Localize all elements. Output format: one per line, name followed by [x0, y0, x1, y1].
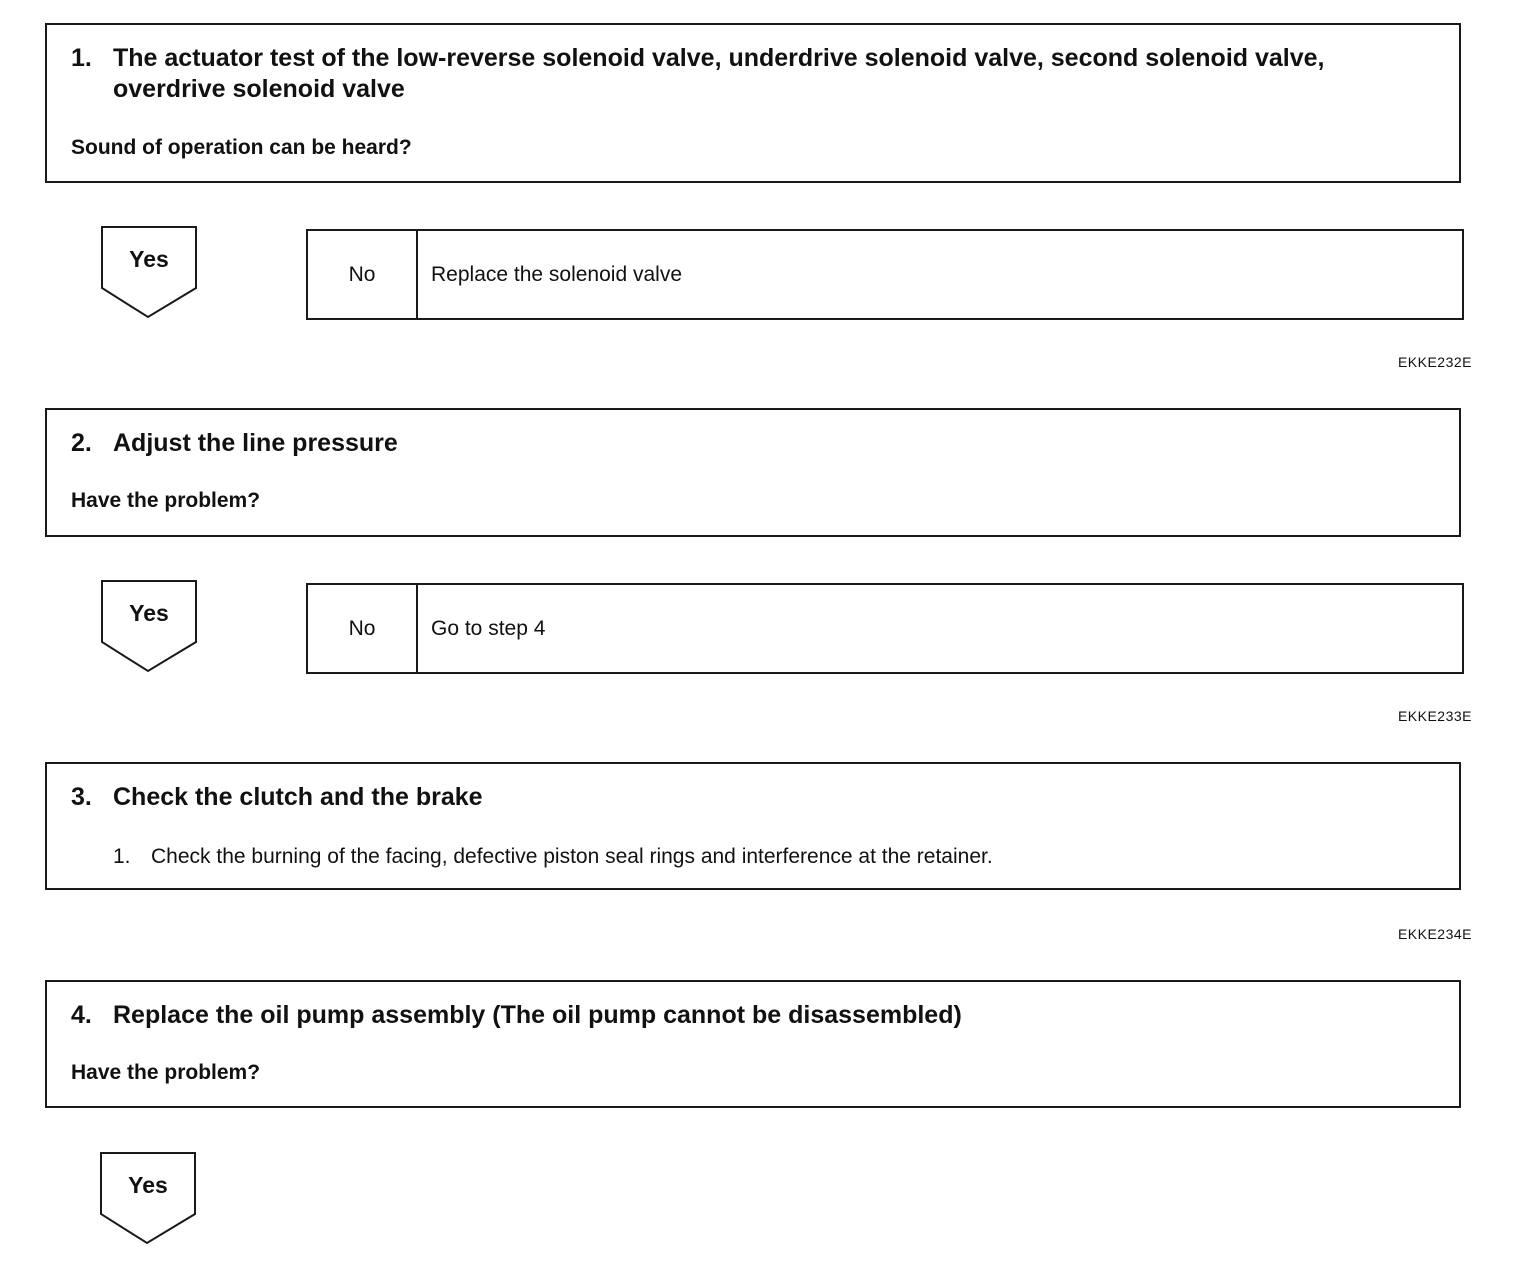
- step-1-yes-label: Yes: [129, 246, 169, 272]
- step-1-no-action: Replace the solenoid valve: [431, 262, 682, 286]
- step-1-yes-tag: [101, 226, 199, 322]
- step-3-box: [45, 762, 1461, 890]
- yes-arrow-icon: [100, 1152, 198, 1248]
- yes-arrow-icon: [101, 580, 199, 676]
- step-2-ref-code: EKKE233E: [1397, 708, 1472, 724]
- step-4-number: 4.: [71, 1001, 92, 1029]
- step-2-title-text: Adjust the line pressure: [113, 429, 398, 457]
- step-4-title: [71, 1000, 1433, 1031]
- step-2-no-box: [306, 583, 1464, 674]
- step-3-ref-code: EKKE234E: [1397, 926, 1472, 942]
- step-3-substep: [113, 845, 993, 869]
- step-2-title: [71, 428, 1433, 459]
- step-1-no-box: [306, 229, 1464, 320]
- step-1-question: Sound of operation can be heard?: [71, 136, 412, 159]
- step-4-box: [45, 980, 1461, 1108]
- step-3-substep-number: 1.: [113, 845, 131, 868]
- step-1-no-label: No: [308, 231, 418, 318]
- yes-arrow-icon: [101, 226, 199, 322]
- step-2-box: [45, 408, 1461, 537]
- step-3-title: [71, 782, 1433, 813]
- step-2-no-label: No: [308, 585, 418, 672]
- step-4-title-text: Replace the oil pump assembly (The oil pump cannot be disassembled): [113, 1001, 962, 1029]
- step-3-number: 3.: [71, 783, 92, 811]
- step-4-yes-label: Yes: [128, 1172, 168, 1198]
- step-2-yes-tag: [101, 580, 199, 676]
- step-2-yes-label: Yes: [129, 600, 169, 626]
- step-1-number: 1.: [71, 44, 92, 72]
- step-3-substep-text: Check the burning of the facing, defective piston seal rings and interference at the retainer.: [151, 845, 993, 868]
- step-1-box: [45, 23, 1461, 183]
- step-1-title-text: The actuator test of the low-reverse solenoid valve, underdrive solenoid valve, second solenoid valve, overdrive solenoid valve: [113, 44, 1325, 103]
- step-1-ref-code: EKKE232E: [1397, 354, 1472, 370]
- step-4-yes-tag: [100, 1152, 198, 1248]
- step-2-no-action: Go to step 4: [431, 616, 546, 640]
- step-2-number: 2.: [71, 429, 92, 457]
- step-1-title: [71, 43, 1433, 105]
- step-4-question: Have the problem?: [71, 1061, 261, 1084]
- step-3-title-text: Check the clutch and the brake: [113, 783, 483, 811]
- step-2-question: Have the problem?: [71, 489, 261, 512]
